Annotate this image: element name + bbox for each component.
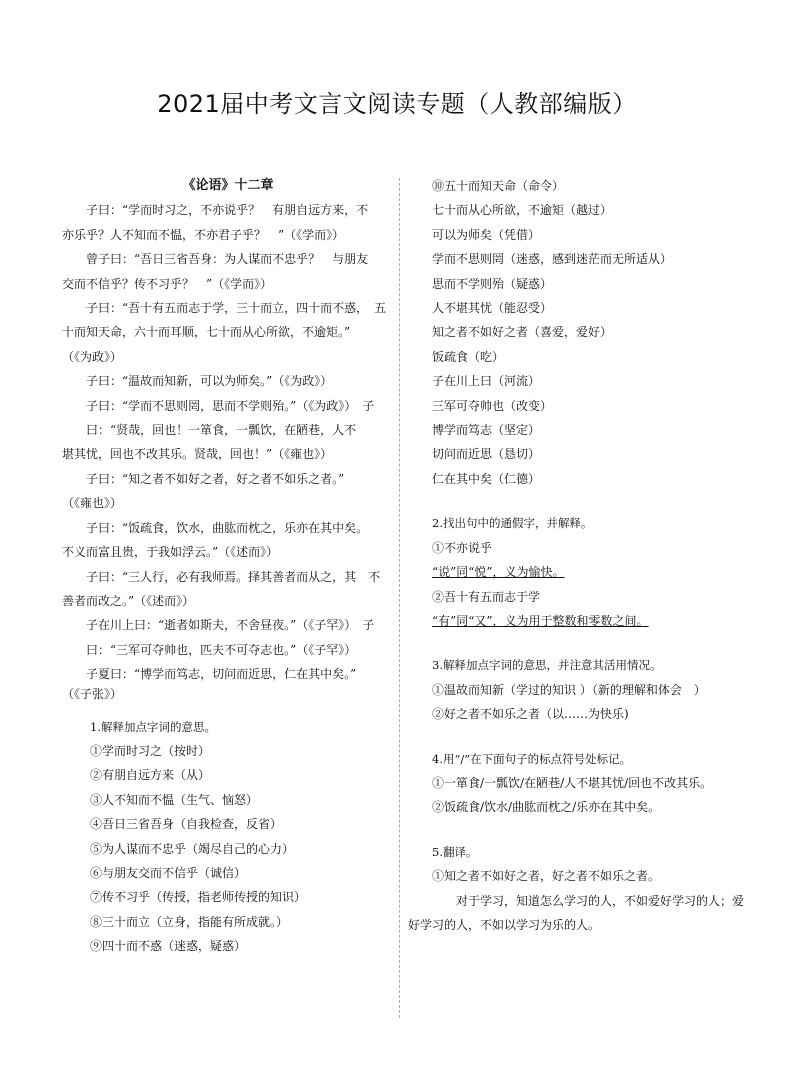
- passage-line: 子曰：“学而时习之，不亦说乎？ 有朋自远方来，不: [86, 203, 369, 218]
- passage-line: 子曰：“温故而知新，可以为师矣。”（《为政》）: [86, 374, 333, 389]
- passage-line: 善者而改之。”（《述而》）: [62, 593, 195, 608]
- answer-item: ①知之者不如好之者，好之者不如乐之者。: [432, 869, 661, 884]
- passage-line: （《子张》）: [62, 686, 123, 701]
- passage-line: 子夏曰：“博学而笃志，切问而近思，仁在其中矣。”: [86, 667, 357, 682]
- answer-item: ⑧三十而立（立身，指能有所成就。）: [90, 914, 289, 929]
- answer-item: ②有朋自远方来（从）: [90, 768, 211, 783]
- answer-item: 可以为师矣（凭借）: [432, 227, 541, 242]
- answer-item: “说”同“悦”，义为愉快。: [432, 565, 565, 580]
- answer-item: ⑥与朋友交而不信乎（诚信）: [90, 865, 247, 880]
- question-title: 4.用“/”在下面句子的标点符号处标记。: [432, 751, 632, 766]
- passage-line: 堪其忧，回也不改其乐。贤哉，回也！”（《雍也》）: [62, 447, 333, 462]
- passage-line: 十而知天命，六十而耳顺，七十而从心所欲，不逾矩。”: [62, 325, 351, 340]
- answer-item: ①一箪食/一瓢饮/在陋巷/人不堪其忧/回也不改其乐。: [432, 775, 713, 790]
- question-title: 3.解释加点字词的意思，并注意其活用情况。: [432, 658, 662, 673]
- column-divider: [399, 178, 400, 1018]
- passage-line: 曾子曰：“吾日三省吾身：为人谋而不忠乎？ 与朋友: [86, 252, 369, 267]
- passage-line: 子曰：“饭疏食，饮水，曲肱而枕之，乐亦在其中矣。: [86, 520, 369, 535]
- answer-item: “有”同“又”，义为用于整数和零数之间。: [432, 613, 649, 628]
- left-column: [62, 174, 394, 959]
- passage-line: 不义而富且贵，于我如浮云。”（《述而》）: [62, 545, 279, 560]
- answer-item: 思而不学则殆（疑惑）: [432, 276, 553, 291]
- answer-item: 对于学习，知道怎么学习的人，不如爱好学习的人；爱: [456, 893, 745, 908]
- answer-item: ②好之者不如乐之者（以……为快乐): [432, 707, 629, 722]
- answer-item: 三军可夺帅也（改变）: [432, 398, 553, 413]
- answer-item: 人不堪其忧（能忍受）: [432, 301, 553, 316]
- question-title: 2.找出句中的通假字，并解释。: [432, 516, 593, 531]
- answer-item: 博学而笃志（坚定）: [432, 423, 541, 438]
- passage-line: 子曰：“吾十有五而志于学，三十而立，四十而不惑， 五: [86, 301, 387, 316]
- answer-item: ①不亦说乎: [432, 540, 493, 555]
- passage-line: 子曰：“知之者不如好之者，好之者不如乐之者。”: [86, 471, 345, 486]
- question-title: 5.翻译。: [432, 844, 478, 859]
- passage-line: 子在川上曰：“逝者如斯夫，不舍昼夜。”（《子罕》） 子: [86, 618, 375, 633]
- answer-item: ⑩五十而知天命（命令）: [432, 179, 565, 193]
- answer-item: ①学而时习之（按时）: [90, 743, 211, 758]
- answer-item: ⑨四十而不惑（迷惑，疑惑）: [90, 939, 247, 954]
- right-column: [408, 174, 745, 937]
- answer-item: 切问而近思（恳切）: [432, 447, 541, 462]
- answer-item: ②吾十有五而志于学: [432, 589, 541, 604]
- answer-item: 知之者不如好之者（喜爱，爱好）: [432, 325, 613, 340]
- answer-item: 七十而从心所欲，不逾矩（越过）: [432, 203, 613, 218]
- passage-line: 子曰：“三人行，必有我师焉。择其善者而从之，其 不: [86, 569, 381, 584]
- answer-item: 学而不思则罔（迷惑，感到迷茫而无所适从）: [432, 252, 673, 267]
- passage-line: （《为政》）: [62, 349, 123, 364]
- answer-item: ②饭疏食/饮水/曲肱而枕之/乐亦在其中矣。: [432, 800, 661, 815]
- answer-item: ⑦传不习乎（传授，指老师传授的知识）: [90, 890, 307, 905]
- passage-line: 曰：“三军可夺帅也，匹夫不可夺志也。”（《子罕》）: [86, 642, 357, 657]
- answer-item: 仁在其中矣（仁德）: [432, 471, 541, 486]
- question-title: 1.解释加点字词的意思。: [90, 719, 216, 734]
- answer-item: 子在川上曰（河流）: [432, 374, 541, 389]
- passage-heading: 《论语》十二章: [182, 178, 274, 193]
- answer-item: 饭疏食（吃）: [432, 349, 505, 364]
- passage-line: 曰：“贤哉，回也！一箪食，一瓢饮，在陋巷，人不: [86, 423, 357, 438]
- passage-line: （《雍也》）: [62, 496, 123, 511]
- answer-item: 好学习的人，不如以学习为乐的人。: [408, 917, 601, 932]
- page-title: 2021届中考文言文阅读专题（人教部编版）: [157, 90, 637, 118]
- passage-line: 子曰：“学而不思则罔，思而不学则殆。”（《为政》） 子: [86, 398, 375, 413]
- answer-item: ①温故而知新（学过的知识 ）（新的理解和体会 ）: [432, 682, 706, 697]
- passage-line: 亦乐乎？人不知而不愠，不亦君子乎？ ”（《学而》）: [62, 227, 345, 242]
- passage-line: 交而不信乎？传不习乎？ ”（《学而》）: [62, 276, 273, 291]
- answer-item: ③人不知而不愠（生气、恼怒）: [90, 792, 259, 807]
- answer-item: ⑤为人谋而不忠乎（竭尽自己的心力）: [90, 841, 295, 856]
- answer-item: ④吾日三省吾身（自我检查，反省）: [90, 817, 283, 832]
